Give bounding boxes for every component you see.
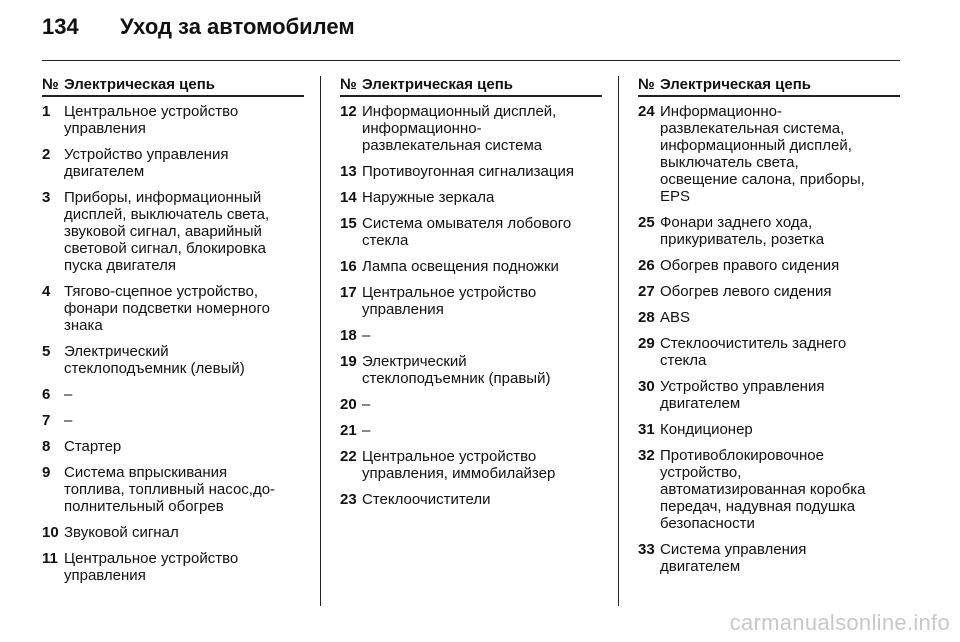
fuse-number: 11 [42, 550, 58, 567]
fuse-number: 24 [638, 103, 655, 120]
fuse-circuit: Центральное устройство управления, иммобилайзер [362, 448, 556, 482]
fuse-column-3 [638, 76, 900, 584]
fuse-circuit: Обогрев левого сидения [660, 283, 832, 300]
column-header-title: Электрическая цепь [64, 76, 216, 93]
fuse-entry [340, 353, 602, 387]
fuse-circuit: – [64, 412, 73, 429]
fuse-circuit: – [64, 386, 73, 403]
fuse-number: 6 [42, 386, 51, 403]
fuse-entry [638, 421, 900, 438]
fuse-entry [42, 386, 304, 403]
column-header [340, 76, 602, 97]
fuse-entry [42, 189, 304, 274]
fuse-circuit: Лампа освещения подножки [362, 258, 559, 275]
fuse-circuit: Звуковой сигнал [64, 524, 179, 541]
fuse-circuit: Информационно- развлекательная система, информационный дисплей, выключатель света, освещение салона, приборы, EPS [660, 103, 865, 205]
fuse-circuit: Центральное устройство управления [362, 284, 537, 318]
watermark: carmanualsonline.info [729, 610, 950, 635]
column-divider [618, 76, 619, 606]
fuse-circuit: Противоугонная сигнализация [362, 163, 574, 180]
fuse-number: 13 [340, 163, 357, 180]
fuse-circuit: Центральное устройство управления [64, 103, 239, 137]
column-header-title: Электрическая цепь [362, 76, 514, 93]
fuse-number: 32 [638, 447, 655, 464]
fuse-entry [638, 335, 900, 369]
column-header [638, 76, 900, 97]
fuse-entry [42, 103, 304, 137]
fuse-entry [42, 438, 304, 455]
fuse-circuit: Обогрев правого сидения [660, 257, 840, 274]
fuse-circuit: Устройство управления двигателем [660, 378, 825, 412]
fuse-circuit: Информационный дисплей, информационно- развлекательная система [362, 103, 557, 154]
fuse-entry [42, 343, 304, 377]
fuse-number: 26 [638, 257, 655, 274]
fuse-entry [340, 396, 602, 413]
fuse-circuit: Кондиционер [660, 421, 753, 438]
fuse-entry [42, 464, 304, 515]
fuse-number: 20 [340, 396, 357, 413]
fuse-number: 10 [42, 524, 59, 541]
column-header-num: № [42, 76, 59, 93]
fuse-number: 27 [638, 283, 655, 300]
fuse-entry [638, 309, 900, 326]
fuse-circuit: Система управления двигателем [660, 541, 807, 575]
fuse-column-1 [42, 76, 304, 593]
fuse-circuit: Фонари заднего хода, прикуриватель, розетка [660, 214, 825, 248]
fuse-number: 15 [340, 215, 357, 232]
fuse-number: 2 [42, 146, 51, 163]
fuse-circuit: Наружные зеркала [362, 189, 495, 206]
fuse-number: 25 [638, 214, 655, 231]
fuse-number: 8 [42, 438, 51, 455]
fuse-circuit: Стеклоочиститель заднего стекла [660, 335, 847, 369]
fuse-number: 28 [638, 309, 655, 326]
fuse-number: 14 [340, 189, 357, 206]
fuse-circuit: – [362, 327, 371, 344]
header-rule [42, 60, 900, 61]
fuse-column-2 [340, 76, 602, 517]
fuse-number: 23 [340, 491, 357, 508]
fuse-number: 19 [340, 353, 357, 370]
fuse-number: 3 [42, 189, 51, 206]
page-title: Уход за автомобилем [120, 14, 355, 39]
fuse-number: 4 [42, 283, 51, 300]
fuse-circuit: – [362, 396, 371, 413]
fuse-circuit: Приборы, информационный дисплей, выключатель света, звуковой сигнал, аварийный световой сигнал, блокировка пуска двигателя [64, 189, 270, 274]
fuse-list [42, 103, 304, 584]
fuse-entry [340, 422, 602, 439]
fuse-circuit: Тягово-сцепное устройство, фонари подсветки номерного знака [64, 283, 270, 334]
fuse-entry [638, 447, 900, 532]
fuse-circuit: Противоблокировочное устройство, автоматизированная коробка передач, надувная подушка безопасности [660, 447, 866, 532]
fuse-entry [340, 284, 602, 318]
fuse-number: 21 [340, 422, 357, 439]
fuse-entry [42, 283, 304, 334]
fuse-number: 12 [340, 103, 357, 120]
fuse-number: 31 [638, 421, 655, 438]
page-number: 134 [42, 14, 79, 39]
fuse-entry [638, 103, 900, 205]
fuse-entry [340, 163, 602, 180]
fuse-number: 16 [340, 258, 357, 275]
fuse-entry [638, 214, 900, 248]
fuse-entry [638, 257, 900, 274]
fuse-circuit: Устройство управления двигателем [64, 146, 229, 180]
fuse-number: 30 [638, 378, 655, 395]
fuse-entry [42, 412, 304, 429]
fuse-circuit: Электрический стеклоподъемник (правый) [362, 353, 551, 387]
fuse-entry [340, 103, 602, 154]
fuse-circuit: Стеклоочистители [362, 491, 491, 508]
fuse-number: 29 [638, 335, 655, 352]
fuse-circuit: ABS [660, 309, 691, 326]
fuse-list [340, 103, 602, 508]
fuse-number: 1 [42, 103, 51, 120]
fuse-entry [340, 491, 602, 508]
fuse-number: 9 [42, 464, 51, 481]
fuse-number: 18 [340, 327, 357, 344]
fuse-entry [42, 146, 304, 180]
fuse-entry [42, 550, 304, 584]
fuse-entry [42, 524, 304, 541]
fuse-entry [340, 448, 602, 482]
fuse-circuit: – [362, 422, 371, 439]
fuse-circuit: Центральное устройство управления [64, 550, 239, 584]
column-header-num: № [340, 76, 357, 93]
fuse-circuit: Система впрыскивания топлива, топливный насос,до- полнительный обогрев [64, 464, 276, 515]
fuse-entry [638, 283, 900, 300]
fuse-number: 17 [340, 284, 357, 301]
fuse-number: 22 [340, 448, 357, 465]
column-header-num: № [638, 76, 655, 93]
page-header [42, 14, 355, 50]
fuse-entry [340, 215, 602, 249]
fuse-circuit: Электрический стеклоподъемник (левый) [64, 343, 245, 377]
fuse-entry [340, 189, 602, 206]
fuse-entry [340, 327, 602, 344]
fuse-circuit: Стартер [64, 438, 122, 455]
fuse-number: 33 [638, 541, 655, 558]
column-divider [320, 76, 321, 606]
fuse-list [638, 103, 900, 575]
fuse-number: 5 [42, 343, 51, 360]
column-header [42, 76, 304, 97]
fuse-entry [638, 541, 900, 575]
fuse-number: 7 [42, 412, 51, 429]
column-header-title: Электрическая цепь [660, 76, 812, 93]
fuse-entry [638, 378, 900, 412]
fuse-circuit: Система омывателя лобового стекла [362, 215, 572, 249]
fuse-entry [340, 258, 602, 275]
